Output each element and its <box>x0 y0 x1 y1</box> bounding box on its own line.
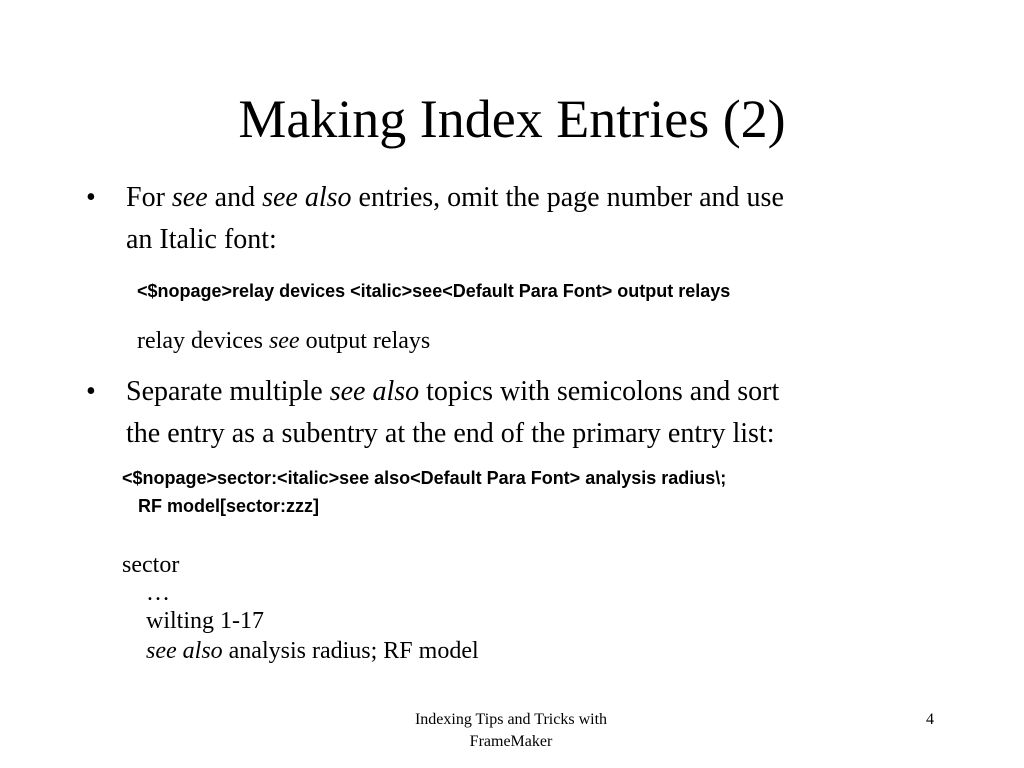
index-output-ellipsis: … <box>146 580 170 606</box>
italic-run: see <box>171 182 208 213</box>
bullet-marker: • <box>86 376 96 407</box>
text-run: Separate multiple <box>126 376 330 407</box>
index-output-primary-entry: sector <box>122 552 180 578</box>
text-run: topics with semicolons and sort <box>419 376 780 407</box>
marker-code-example-1: <$nopage>relay devices <italic>see<Default Para Font> output relays <box>137 281 731 301</box>
footer-text <box>361 709 661 753</box>
index-output-see-also <box>146 636 479 666</box>
text-run: entries, omit the page number and use <box>351 182 784 213</box>
text-run: output relays <box>299 328 431 354</box>
marker-code-example-2-line-1: <$nopage>sector:<italic>see also<Default Para Font> analysis radius\; <box>122 468 727 488</box>
index-output-example-1 <box>137 326 430 356</box>
index-output-subentry: wilting 1-17 <box>146 608 264 634</box>
bullet-2-line-2: the entry as a subentry at the end of the primary entry list: <box>126 418 775 449</box>
italic-run: see <box>268 328 300 354</box>
marker-code-example-2-line-2: RF model[sector:zzz] <box>138 496 320 516</box>
italic-run: see also <box>146 638 223 664</box>
bullet-1-line-1 <box>126 178 784 218</box>
bullet-1-line-2: an Italic font: <box>126 224 277 255</box>
text-run: analysis radius; RF model <box>222 638 479 664</box>
italic-run: see also <box>329 376 420 407</box>
footer-line-2: FrameMaker <box>469 733 553 750</box>
text-run: relay devices <box>137 328 269 354</box>
text-run: and <box>207 182 263 213</box>
page-number: 4 <box>926 711 934 728</box>
slide-title: Making Index Entries (2) <box>238 89 786 149</box>
bullet-marker: • <box>86 182 96 213</box>
bullet-2-line-1 <box>126 372 779 412</box>
footer-line-1: Indexing Tips and Tricks with <box>414 711 608 728</box>
text-run: For <box>126 182 172 213</box>
italic-run: see also <box>262 182 352 213</box>
